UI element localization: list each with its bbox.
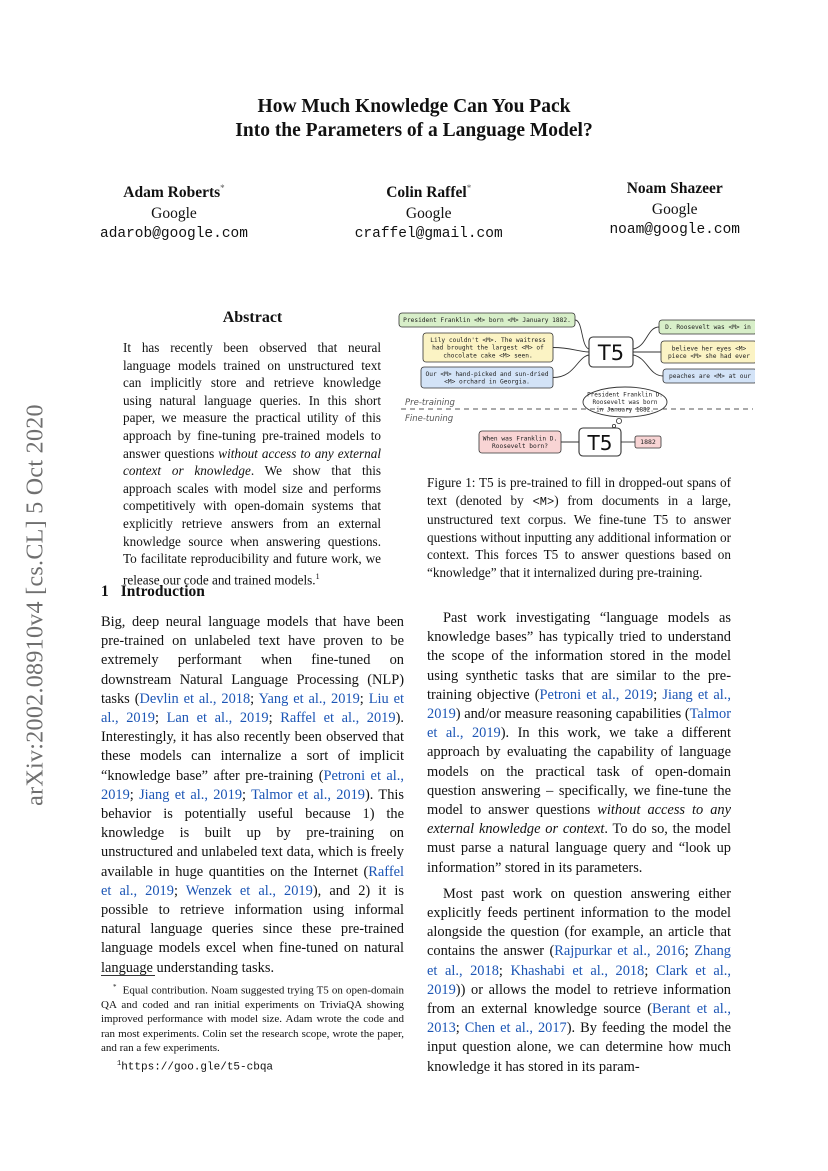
pretrain-output-3-text: peaches are <M> at our [669,373,751,381]
emphasis-text: without access to any external knowledge or context [427,802,731,838]
pretrain-input-2-text: Lily couldn't <M>. The waitress [430,336,546,344]
caption-text: ) from documents in a large, unstructured text corpus. We fine-tune T5 to answer questions without inputting any additional information or context. This forces T5 to answer questions based on “knowledge” that it internalized during pre-training. [427,492,731,580]
footnote-rule [101,975,155,976]
connector-input-2 [553,348,589,353]
citation-link[interactable]: Liu et al., 2019 [101,690,405,727]
citation-link[interactable]: Petroni et al., 2019 [539,686,654,703]
footnote-equal-contribution [101,980,404,1056]
thought-bubble-dot [616,418,621,423]
author-affiliation: Google [405,205,452,223]
author-affiliation: Google [651,201,698,218]
author-email[interactable]: adarob@google.com [100,226,248,243]
footnotes [101,980,404,1075]
arxiv-id-text: arXiv:2002.08910v4 [cs.CL] 5 Oct 2020 [22,404,49,806]
author-block [100,178,740,245]
intro-paragraph-right-2 [427,885,731,1077]
body-text: Most past work on question answering either explicitly feeds pertinent information to the model alongside the question (for example, an article that contains the answer ( [427,885,731,960]
connector-input-1 [575,320,589,349]
citation-link[interactable]: Jiang et al., 2019 [139,786,243,803]
pretrain-output-2-text: piece <M> she had ever [668,353,750,361]
author-email[interactable]: noam@google.com [609,222,740,238]
paper-title [0,95,828,143]
footnote-text: Equal contribution. Noam suggested trying T5 on open-domain QA and coded and ran initial experiments on TriviaQA showing improved performance with model size. Adam wrote the code and ran most experiments. Colin set the research scope, wrote the paper, and ran a few experiments. [101,984,405,1055]
body-text: Big, deep neural language models that have been pre-trained on unlabeled text have proven to be extremely performant when fine-tuned on downstream Natural Language Processing (NLP) tasks ( [101,614,404,707]
body-text: Past work investigating “language models as knowledge bases” has typically tried to understand the scope of the information stored in the model using synthetic tasks that are similar to the pre-training objective ( [427,610,731,703]
finetune-question-text: When was Franklin D. [482,435,558,443]
body-text: ). By feeding the model the input question alone, we can determine how much knowledge it has stored in its param- [427,1020,731,1075]
footnote-code-link [101,1057,404,1075]
author-name: Adam Roberts [123,184,221,202]
section-title: Introduction [120,583,205,600]
citation-link[interactable]: Rajpurkar et al., 2016 [554,943,685,960]
footnote-mark: * [113,983,117,991]
connector-output-1 [633,327,659,349]
body-text: ; [644,962,656,979]
caption-mask-token: <M> [532,494,555,509]
body-text: ; [250,690,259,707]
body-text: ; [173,882,186,899]
citation-link[interactable]: Khashabi et al., 2018 [510,962,645,979]
citation-link[interactable]: Jiang et al., 2019 [427,686,731,723]
thought-bubble-dot [612,424,615,427]
figure-1-diagram [393,307,755,467]
intro-right-column [427,609,731,1077]
body-text: ). Interestingly, it has also recently been observed that these models can internalize a sort of implicit “knowledge base” after pre-training ( [101,710,404,784]
body-text: ). In this work, we take a different approach by evaluating the capability of language models on the practical task of open-domain question answering – specifically, we fine-tune the model to answer questions [427,725,731,819]
pretrain-output-1-text: D. Roosevelt was <M> in [665,324,751,332]
section-number: 1 [101,583,109,600]
author-affiliation: Google [151,205,197,223]
pretrain-input-2-text: chocolate cake <M> seen. [443,352,533,360]
citation-link[interactable]: Talmor et al., 2019 [251,786,365,803]
citation-link[interactable]: Yang et al., 2019 [258,690,360,707]
equal-contribution-mark: * [466,183,472,193]
body-text: ; [455,1020,465,1037]
pretrain-input-3-text: <M> orchard in Georgia. [444,378,530,386]
caption-text: Figure 1: T5 is pre-trained to fill in dropped-out spans of text (denoted by [427,475,731,508]
body-text: )) or allows the model to retrieve information from an external knowledge source ( [427,981,731,1018]
thought-cloud-text: Roosevelt was born [592,399,658,407]
section-heading-introduction [101,583,205,601]
author-3 [609,178,740,245]
author-name: Colin Raffel [386,184,467,202]
abstract-text [123,339,381,589]
body-text: ; [684,943,695,960]
citation-link[interactable]: Lan et al., 2019 [166,710,269,727]
pretrain-input-3-text: Our <M> hand-picked and sun-dried [425,370,549,378]
title-line-1: How Much Knowledge Can You Pack [257,96,571,117]
body-text: ; [155,710,167,727]
citation-link[interactable]: Berant et al., 2013 [427,1001,731,1037]
body-text: . To do so, the model must parse a natural language query and “look up information” stored in its parameters. [427,821,732,876]
abstract-emphasis: without access to any external context or knowledge [123,445,381,479]
body-text: ; [653,686,663,703]
body-text: ; [242,786,252,803]
citation-link[interactable]: Talmor et al., 2019 [427,706,731,742]
thought-cloud-text: in January 1882. [596,406,654,414]
pretrain-input-2-text: had brought the largest <M> of [432,344,544,352]
body-text: ; [129,786,140,803]
author-1 [100,178,248,245]
finetune-answer-text: 1882 [640,438,656,447]
arxiv-sidebar-identifier [14,370,58,840]
author-2 [355,178,503,245]
citation-link[interactable]: Chen et al., 2017 [464,1020,567,1037]
figure-1-caption [427,474,731,582]
body-text: ), and 2) it is possible to retrieve information using informal natural language queries since these pre-trained language models excel when fine-tuned on natural language understanding tasks. [101,882,404,976]
citation-link[interactable]: Clark et al., 2019 [427,962,731,998]
footnote-mark: 1 [117,1059,122,1068]
abstract-text-part: . We show that this approach scales with model size and performs competitively with open-domain systems that explicitly retrieve answers from an external knowledge source when answering questions. To facilitate reproducibility and future work, we release our code and trained models. [123,463,381,588]
citation-link[interactable]: Wenzek et al., 2019 [185,882,313,899]
citation-link[interactable]: Raffel et al., 2019 [101,863,404,899]
finetune-question-text: Roosevelt born? [492,443,548,451]
title-line-2: Into the Parameters of a Language Model? [235,120,593,141]
pretrain-model-label: T5 [597,341,625,365]
pretraining-stage-label: Pre-training [405,398,455,408]
connector-input-3 [553,355,589,378]
code-url-link[interactable]: https://goo.gle/t5-cbqa [121,1061,274,1074]
citation-link[interactable]: Petroni et al., 2019 [101,767,405,803]
pretrain-output-2-text: believe her eyes <M> [671,345,747,353]
abstract-heading: Abstract [222,309,283,326]
abstract-text-part: It has recently been observed that neural language models trained on unstructured text can implicitly store and retrieve knowledge using natural language queries. In this short paper, we measure the practical utility of this approach by fine-tuning pre-trained models to answer questions [123,340,381,461]
intro-paragraph-right-1 [427,609,731,878]
pretrain-input-1-text: President Franklin <M> born <M> January 1882. [403,317,571,325]
body-text: ). This behavior is potentially useful because 1) the knowledge is built up by pre-training on unstructured and unlabeled text data, which is freely available in huge quantities on the Internet ( [101,786,404,880]
author-email[interactable]: craffel@gmail.com [354,226,503,243]
citation-link[interactable]: Raffel et al., 2019 [280,710,396,727]
thought-cloud-text: President Franklin D. [587,391,663,399]
body-text: ; [498,962,511,979]
author-name: Noam Shazeer [626,180,723,197]
equal-contribution-mark: * [220,183,225,193]
citation-link[interactable]: Devlin et al., 2018 [139,690,251,707]
body-text: ) and/or measure reasoning capabilities ( [455,706,690,723]
body-text: ; [359,690,369,707]
finetune-model-label: T5 [587,431,613,455]
footnote-ref-1[interactable]: 1 [315,571,320,581]
body-text: ; [268,710,281,727]
finetuning-stage-label: Fine-tuning [405,414,454,424]
citation-link[interactable]: Zhang et al., 2018 [427,943,731,979]
connector-output-3 [633,355,663,376]
intro-paragraph-left [101,613,404,978]
